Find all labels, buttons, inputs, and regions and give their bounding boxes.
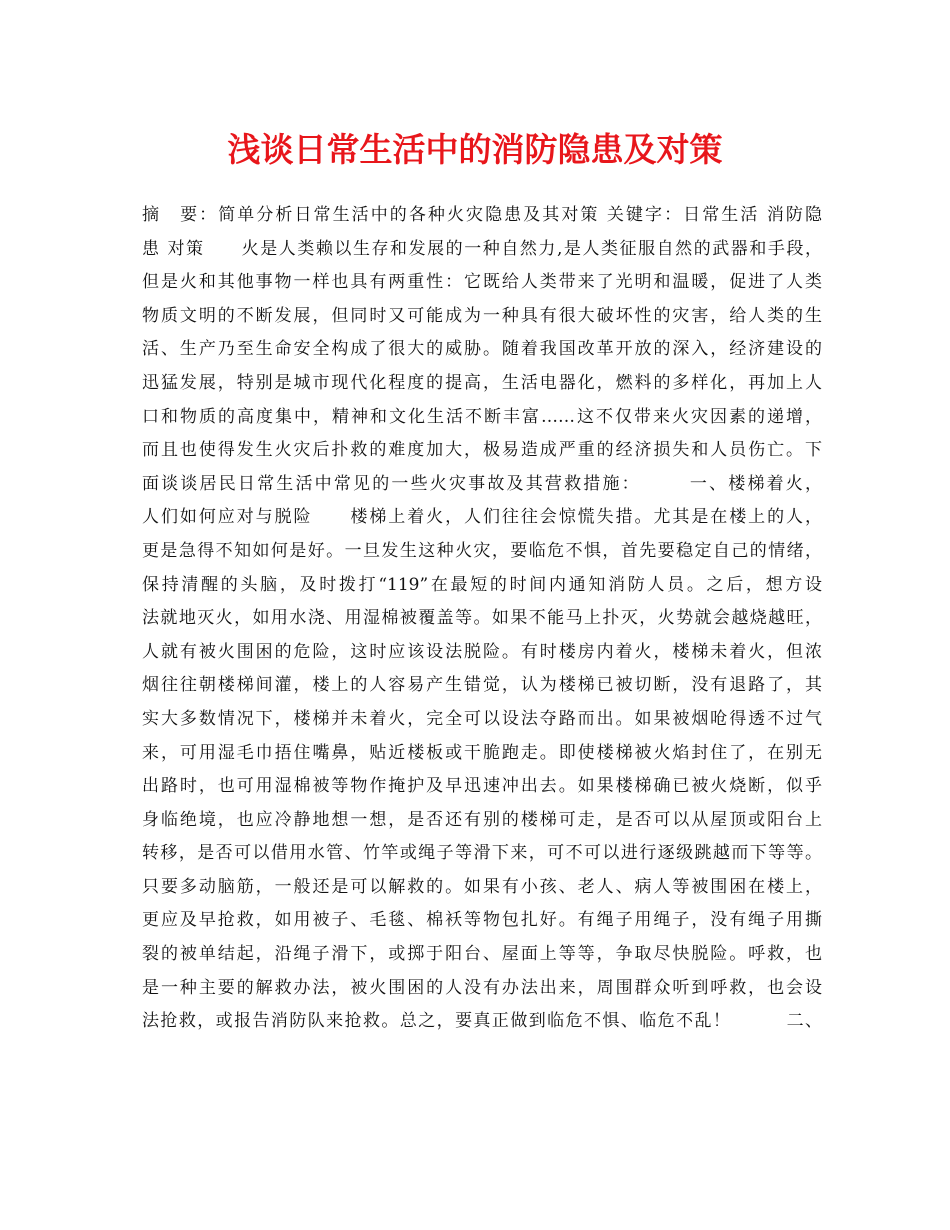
- body-line: 烟往往朝楼梯间灌，楼上的人容易产生错觉，认为楼梯已被切断，没有退路了，其: [142, 675, 822, 696]
- body-line: 更应及早抢救，如用被子、毛毯、棉袄等物包扎好。有绳子用绳子，没有绳子用撕: [142, 910, 822, 931]
- document-title: 浅谈日常生活中的消防隐患及对策: [227, 130, 723, 169]
- body-line: 患 对策 火是人类赖以生存和发展的一种自然力,是人类征服自然的武器和手段，: [142, 238, 822, 259]
- body-line: 人们如何应对与脱险 楼梯上着火，人们往往会惊慌失措。尤其是在楼上的人，: [142, 507, 822, 528]
- body-line: 法抢救，或报告消防队来抢救。总之，要真正做到临危不惧、临危不乱！ 二、: [142, 1011, 822, 1032]
- body-line: 但是火和其他事物一样也具有两重性：它既给人类带来了光明和温暖，促进了人类: [142, 272, 822, 293]
- body-line: 来，可用湿毛巾捂住嘴鼻，贴近楼板或干脆跑走。即使楼梯被火焰封住了，在别无: [142, 742, 822, 763]
- body-line: 活、生产乃至生命安全构成了很大的威胁。随着我国改革开放的深入，经济建设的: [142, 339, 822, 360]
- body-line: 面谈谈居民日常生活中常见的一些火灾事故及其营救措施： 一、楼梯着火，: [142, 473, 822, 494]
- body-line: 是一种主要的解救办法，被火围困的人没有办法出来，周围群众听到呼救，也会设: [142, 977, 822, 998]
- body-line: 实大多数情况下，楼梯并未着火，完全可以设法夺路而出。如果被烟呛得透不过气: [142, 708, 822, 729]
- body-line: 保持清醒的头脑，及时拨打“119”在最短的时间内通知消防人员。之后，想方设: [142, 574, 822, 595]
- body-line: 只要多动脑筋，一般还是可以解救的。如果有小孩、老人、病人等被围困在楼上，: [142, 876, 822, 897]
- body-line: 人就有被火围困的危险，这时应该设法脱险。有时楼房内着火，楼梯未着火，但浓: [142, 641, 822, 662]
- body-line: 出路时，也可用湿棉被等物作掩护及早迅速冲出去。如果楼梯确已被火烧断，似乎: [142, 776, 822, 797]
- body-line: 身临绝境，也应冷静地想一想，是否还有别的楼梯可走，是否可以从屋顶或阳台上: [142, 809, 822, 830]
- body-line: 法就地灭火，如用水浇、用湿棉被覆盖等。如果不能马上扑灭，火势就会越烧越旺，: [142, 608, 822, 629]
- body-line: 迅猛发展，特别是城市现代化程度的提高，生活电器化，燃料的多样化，再加上人: [142, 372, 822, 393]
- document-body: [142, 199, 822, 1039]
- body-line: 更是急得不知如何是好。一旦发生这种火灾，要临危不惧，首先要稳定自己的情绪，: [142, 540, 822, 561]
- body-line: 裂的被单结起，沿绳子滑下，或掷于阳台、屋面上等等，争取尽快脱险。呼救，也: [142, 944, 822, 965]
- body-line: 转移，是否可以借用水管、竹竿或绳子等滑下来，可不可以进行逐级跳越而下等等。: [142, 843, 822, 864]
- body-line: 口和物质的高度集中，精神和文化生活不断丰富……这不仅带来火灾因素的递增，: [142, 406, 822, 427]
- body-line: 而且也使得发生火灾后扑救的难度加大，极易造成严重的经济损失和人员伤亡。下: [142, 440, 822, 461]
- body-line: 物质文明的不断发展，但同时又可能成为一种具有很大破坏性的灾害，给人类的生: [142, 305, 822, 326]
- body-line: 摘 要：简单分析日常生活中的各种火灾隐患及其对策 关键字：日常生活 消防隐: [142, 205, 822, 225]
